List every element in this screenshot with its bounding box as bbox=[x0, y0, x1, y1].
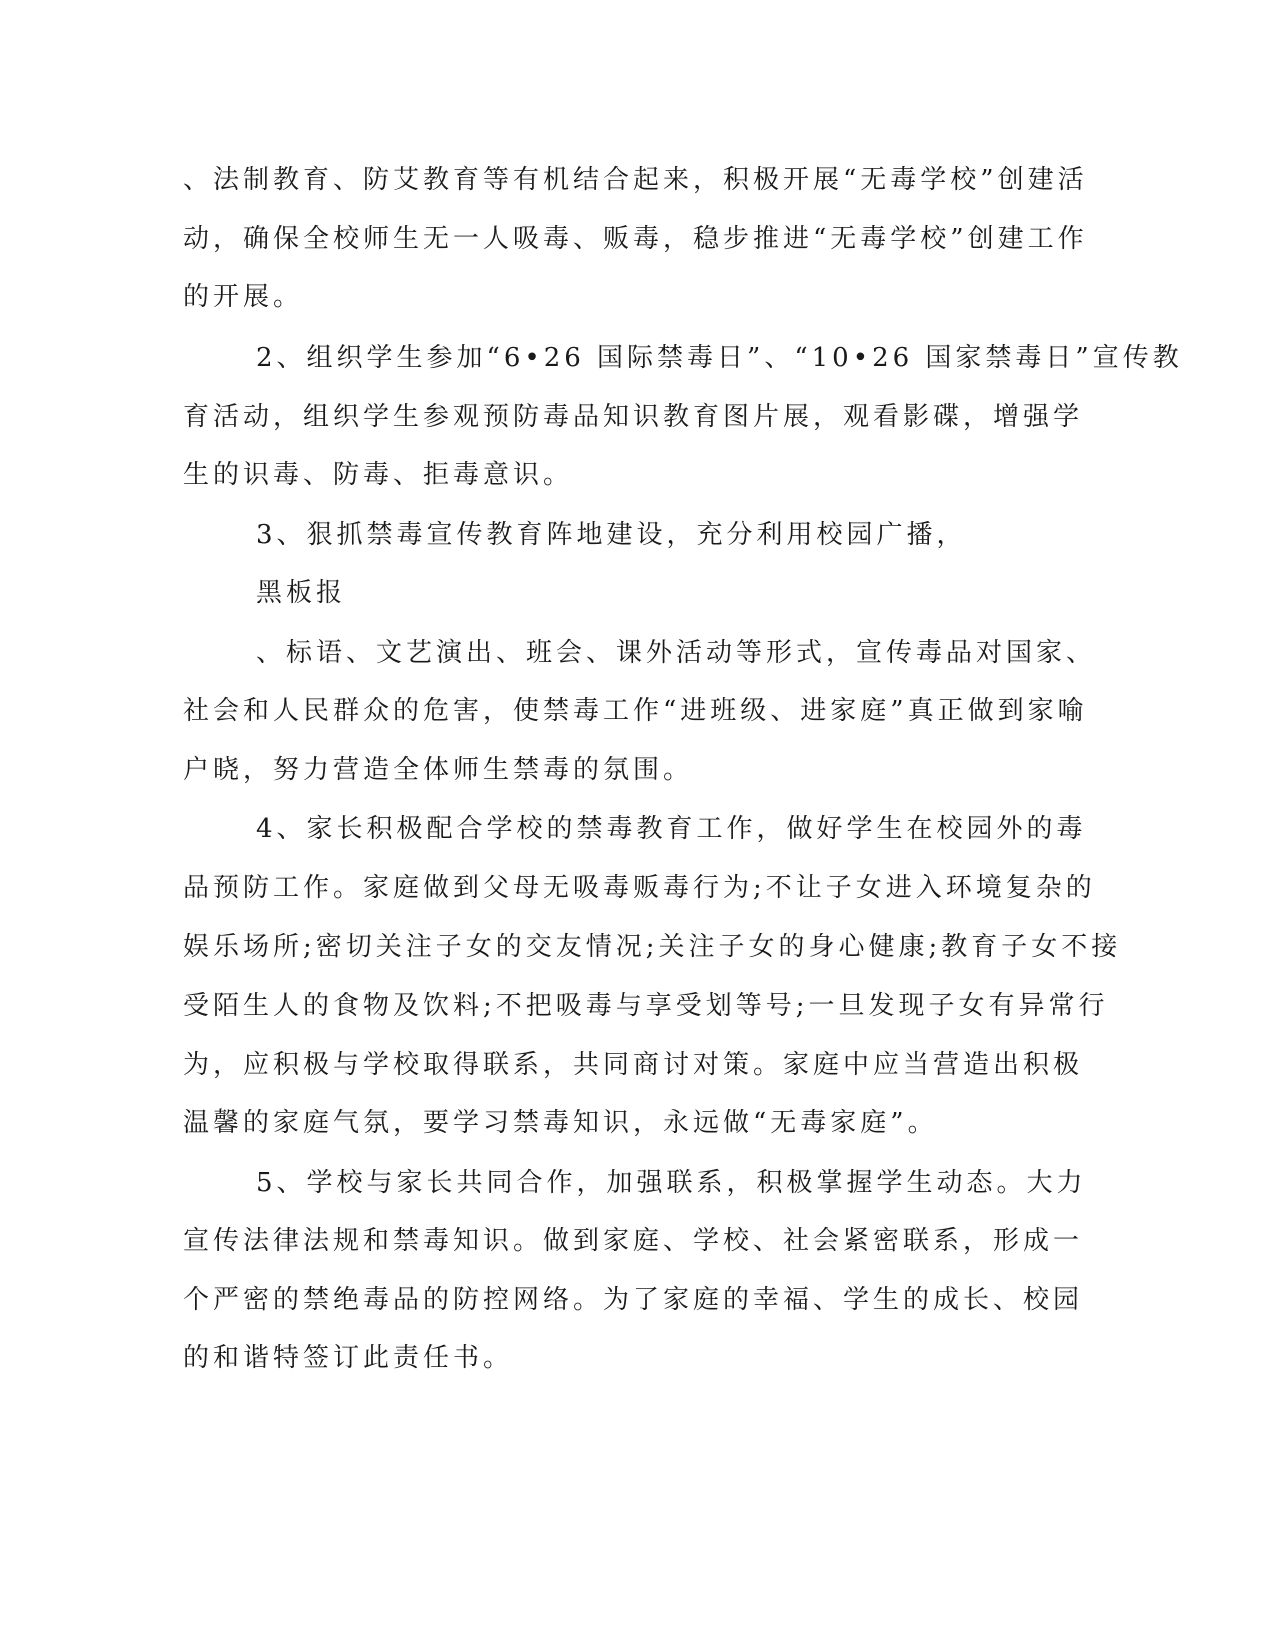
paragraph-4-start: 4、家长积极配合学校的禁毒教育工作，做好学生在校园外的毒 bbox=[256, 814, 1087, 844]
paragraph-5-start: 5、学校与家长共同合作，加强联系，积极掌握学生动态。大力 bbox=[256, 1168, 1087, 1198]
text-line: 、法制教育、防艾教育等有机结合起来，积极开展“无毒学校”创建活 bbox=[183, 165, 1088, 195]
paragraph-2-start: 2、组织学生参加“6•26 国际禁毒日”、“10•26 国家禁毒日”宣传教 bbox=[256, 343, 1183, 373]
paragraph-3-start: 3、狠抓禁毒宣传教育阵地建设，充分利用校园广播， bbox=[256, 520, 967, 550]
text-line: 、标语、文艺演出、班会、课外活动等形式，宣传毒品对国家、 bbox=[256, 638, 1097, 668]
text-line: 育活动，组织学生参观预防毒品知识教育图片展，观看影碟，增强学 bbox=[183, 402, 1084, 432]
text-line: 品预防工作。家庭做到父母无吸毒贩毒行为;不让子女进入环境复杂的 bbox=[183, 873, 1096, 903]
text-line: 受陌生人的食物及饮料;不把吸毒与享受划等号;一旦发现子女有异常行 bbox=[183, 991, 1109, 1021]
text-line: 温馨的家庭气氛，要学习禁毒知识，永远做“无毒家庭”。 bbox=[183, 1108, 938, 1138]
text-line: 娱乐场所;密切关注子女的交友情况;关注子女的身心健康;教育子女不接 bbox=[183, 932, 1122, 962]
text-line: 户晓，努力营造全体师生禁毒的氛围。 bbox=[183, 755, 694, 785]
text-line: 个严密的禁绝毒品的防控网络。为了家庭的幸福、学生的成长、校园 bbox=[183, 1285, 1084, 1315]
text-line: 动，确保全校师生无一人吸毒、贩毒，稳步推进“无毒学校”创建工作 bbox=[183, 224, 1088, 254]
text-line: 黑板报 bbox=[256, 578, 347, 608]
text-line: 为，应积极与学校取得联系，共同商讨对策。家庭中应当营造出积极 bbox=[183, 1050, 1084, 1080]
text-line: 社会和人民群众的危害，使禁毒工作“进班级、进家庭”真正做到家喻 bbox=[183, 696, 1088, 726]
text-line: 宣传法律法规和禁毒知识。做到家庭、学校、社会紧密联系，形成一 bbox=[183, 1226, 1084, 1256]
text-line: 的和谐特签订此责任书。 bbox=[183, 1343, 514, 1373]
text-line: 的开展。 bbox=[183, 282, 304, 312]
text-line: 生的识毒、防毒、拒毒意识。 bbox=[183, 460, 574, 490]
